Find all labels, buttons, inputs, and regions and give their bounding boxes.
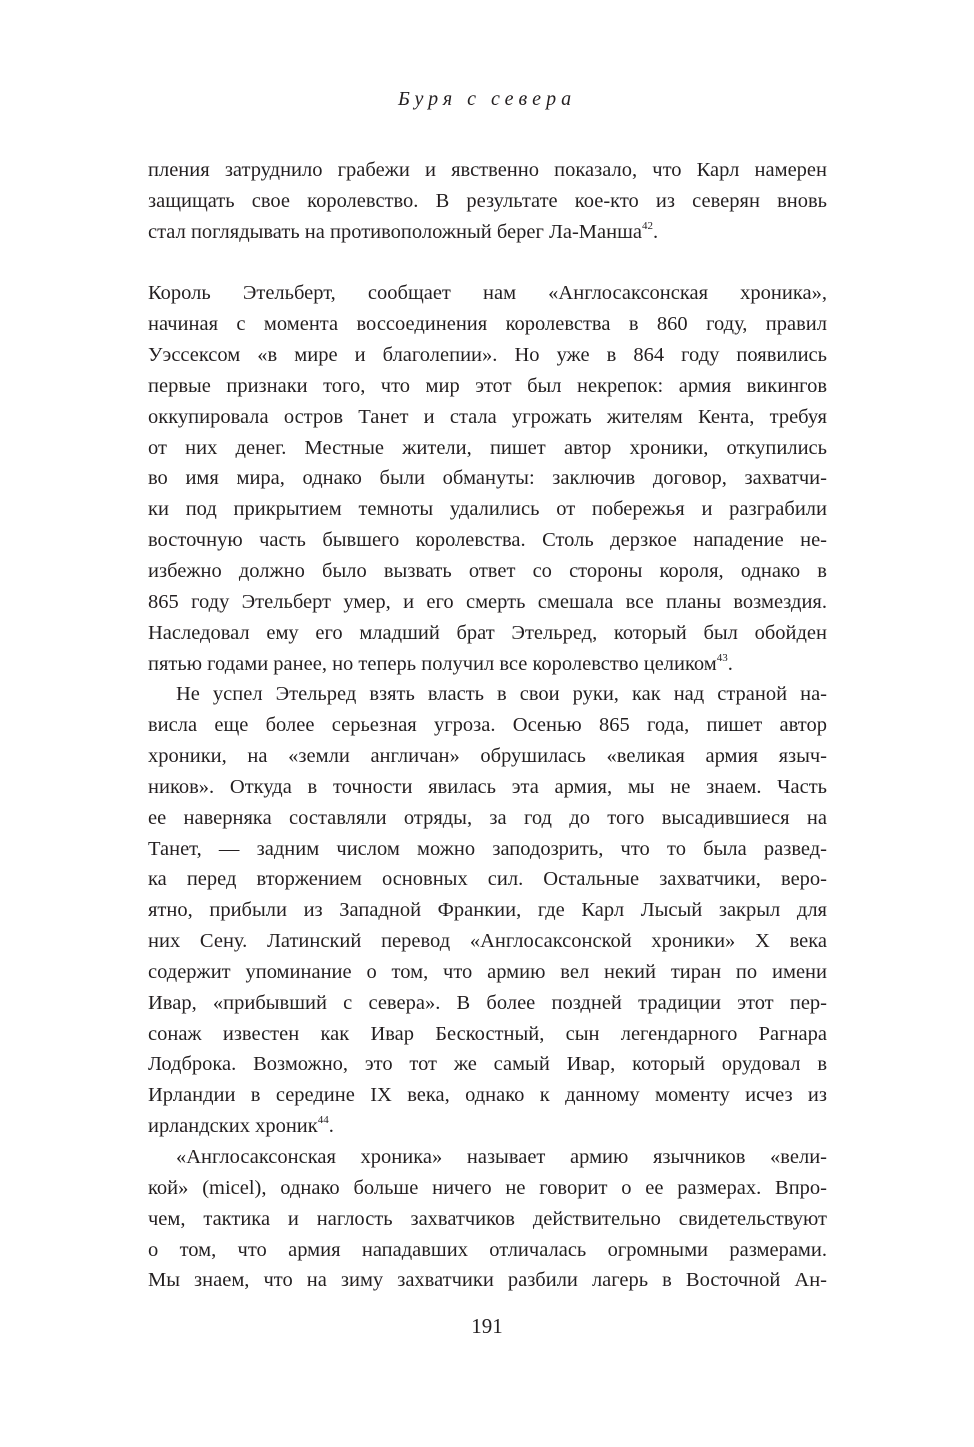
line-text: висла еще более серьезная угроза. Осенью 865 года, пишет автор xyxy=(148,714,827,737)
text-line xyxy=(148,957,827,988)
line-text: чем, тактика и наглость захватчиков действительно свидетельствуют xyxy=(148,1207,827,1230)
line-text: пления затруднило грабежи и явственно показало, что Карл намерен xyxy=(148,159,827,181)
text-line xyxy=(148,772,827,803)
line-text: ятно, прибыли из Западной Франкии, где Карл Лысый закрыл для xyxy=(148,899,827,922)
paragraph xyxy=(148,1142,827,1296)
footnote-reference[interactable]: 43 xyxy=(716,651,728,664)
text-line xyxy=(148,1265,827,1296)
line-text: «Англосаксонская хроника» называет армию язычников «вели- xyxy=(176,1146,827,1168)
line-text: Лодброка. Возможно, это тот же самый Ивар, который орудовал в xyxy=(148,1053,827,1076)
line-text: оккупировала остров Танет и стала угрожать жителям Кента, требуя xyxy=(148,405,827,428)
text-line xyxy=(148,1173,827,1204)
line-text: от них денег. Местные жители, пишет автор хроники, откупились xyxy=(148,436,827,459)
text-line xyxy=(148,895,827,926)
text-line xyxy=(148,649,827,680)
line-text: Мы знаем, что на зиму захватчики разбили лагерь в Восточной Ан- xyxy=(148,1269,827,1292)
line-text: ирландских хроник xyxy=(148,1115,318,1138)
text-line xyxy=(148,463,827,494)
punctuation: . xyxy=(328,1115,334,1138)
line-text: Уэссексом «в мире и благолепии». Но уже в 864 году появились xyxy=(148,344,827,367)
text-line xyxy=(148,834,827,865)
footnote-reference[interactable]: 42 xyxy=(642,219,653,232)
body-text xyxy=(148,155,827,1296)
text-line xyxy=(148,1019,827,1050)
text-line xyxy=(148,1049,827,1080)
line-text: содержит упоминание о том, что армию вел некий тиран по имени xyxy=(148,960,827,983)
text-line xyxy=(148,741,827,772)
text-line xyxy=(148,803,827,834)
line-text: сонаж известен как Ивар Бескостный, сын легендарного Рагнара xyxy=(148,1022,827,1045)
text-line xyxy=(148,1080,827,1111)
text-line xyxy=(148,340,827,371)
text-line xyxy=(148,278,827,309)
punctuation: . xyxy=(727,652,733,675)
paragraph xyxy=(148,679,827,1142)
text-line xyxy=(148,402,827,433)
text-line xyxy=(148,309,827,340)
page-number: 191 xyxy=(471,1314,503,1338)
line-text: Ирландии в середине IX века, однако к данному моменту исчез из xyxy=(148,1084,827,1107)
text-line xyxy=(148,1142,827,1173)
text-line xyxy=(148,1111,827,1142)
text-line xyxy=(148,988,827,1019)
text-line xyxy=(148,371,827,402)
line-text: ки под прикрытием темноты удалились от побережья и разграбили xyxy=(148,498,827,521)
text-line xyxy=(148,587,827,618)
running-head: Буря с севера xyxy=(397,88,577,110)
text-line xyxy=(148,155,827,186)
line-text: хроники, на «земли англичан» обрушилась «великая армия языч- xyxy=(148,745,827,768)
line-text: о том, что армия нападавших отличалась огромными размерами. xyxy=(148,1238,827,1261)
line-text: пятью годами ранее, но теперь получил все королевство целиком xyxy=(148,652,717,675)
paragraph xyxy=(148,278,827,679)
line-text: ников». Откуда в точности явилась эта армия, мы не знаем. Часть xyxy=(148,775,827,798)
line-text: Ивар, «прибывший с севера». В более поздней традиции этот пер- xyxy=(148,991,827,1014)
line-text: ее наверняка составляли отряды, за год до того высадившиеся на xyxy=(148,806,827,829)
text-line xyxy=(148,494,827,525)
text-line xyxy=(148,433,827,464)
line-text: избежно должно было вызвать ответ со стороны короля, однако в xyxy=(148,559,827,582)
text-line xyxy=(148,710,827,741)
line-text: стал поглядывать на противоположный берег Ла-Манша xyxy=(148,220,642,243)
footnote-reference[interactable]: 44 xyxy=(317,1114,329,1127)
text-line xyxy=(148,525,827,556)
text-line xyxy=(148,186,827,217)
line-text: первые признаки того, что мир этот был некрепок: армия викингов xyxy=(148,374,827,397)
line-text: 865 году Этельберт умер, и его смерть смешала все планы возмездия. xyxy=(148,590,827,613)
line-text: начиная с момента воссоединения королевства в 860 году, правил xyxy=(148,313,827,336)
text-line xyxy=(148,217,827,248)
line-text: них Сену. Латинский перевод «Англосаксонской хроники» X века xyxy=(148,930,827,953)
paragraph xyxy=(148,155,827,248)
line-text: во имя мира, однако были обмануты: заключив договор, захватчи- xyxy=(148,467,827,490)
line-text: кой» (micel), однако больше ничего не говорит о ее размерах. Впро- xyxy=(148,1176,827,1199)
line-text: ка перед вторжением основных сил. Остальные захватчики, веро- xyxy=(148,868,827,891)
punctuation: . xyxy=(653,220,659,243)
line-text: защищать свое королевство. В результате кое-кто из северян вновь xyxy=(148,189,827,212)
text-line xyxy=(148,926,827,957)
text-line xyxy=(148,1204,827,1235)
line-text: Танет, — задним числом можно заподозрить, что то была развед- xyxy=(148,837,827,860)
text-line xyxy=(148,679,827,710)
text-line xyxy=(148,1235,827,1266)
text-line xyxy=(148,864,827,895)
line-text: восточную часть бывшего королевства. Столь дерзкое нападение не- xyxy=(148,529,827,552)
line-text: Наследовал ему его младший брат Этельред, который был обойден xyxy=(148,621,827,644)
text-line xyxy=(148,556,827,587)
line-text: Не успел Этельред взять власть в свои руки, как над страной на- xyxy=(176,683,827,706)
line-text: Король Этельберт, сообщает нам «Англосаксонская хроника», xyxy=(148,282,827,305)
text-line xyxy=(148,618,827,649)
